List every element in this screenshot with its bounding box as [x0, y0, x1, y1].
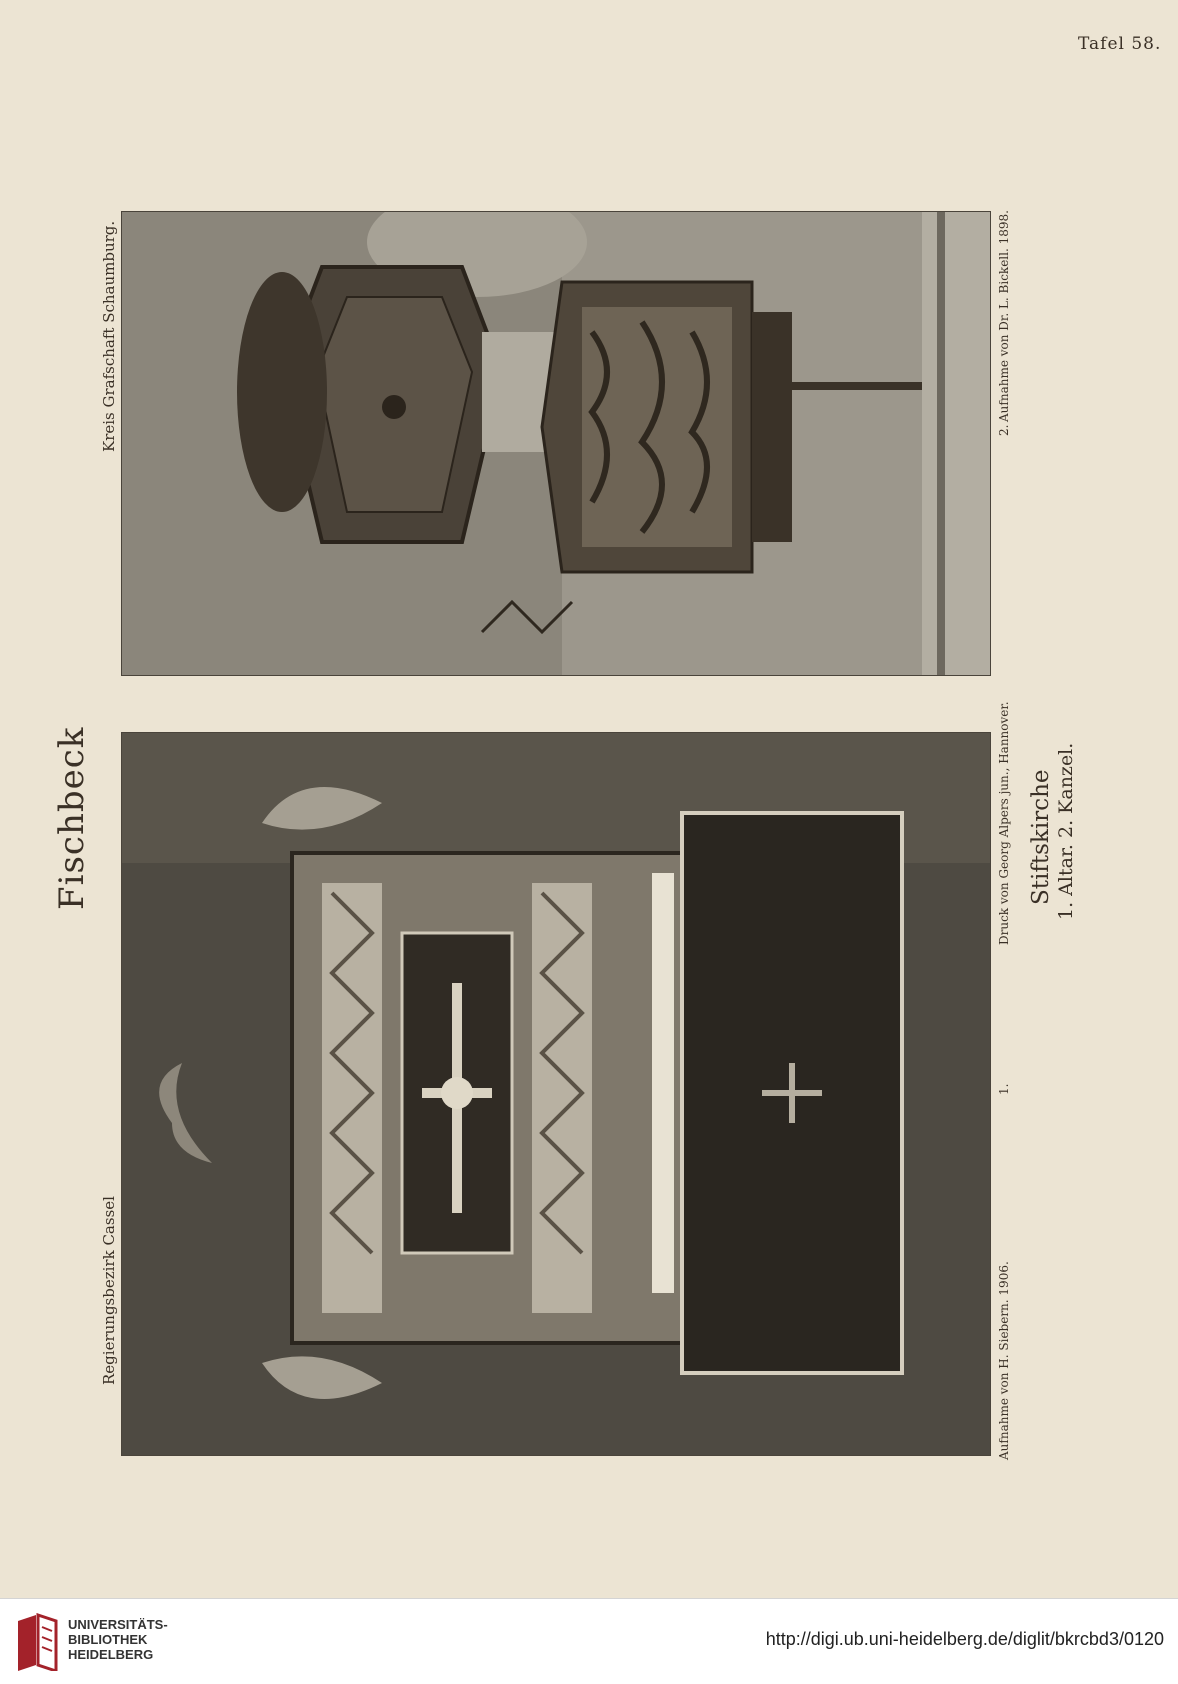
- print-credit: Druck von Georg Alpers jun., Hannover.: [997, 701, 1011, 945]
- fig1-credit: Aufnahme von H. Siebern. 1906.: [997, 1261, 1011, 1460]
- library-logo-icon: [14, 1613, 60, 1671]
- figure-1-altar-photo: [122, 733, 990, 1455]
- crown-carving: [237, 272, 327, 512]
- dove-ornament: [382, 395, 406, 419]
- region-right-label: Kreis Grafschaft Schaumburg.: [100, 220, 118, 452]
- pulpit-support-post: [792, 382, 922, 390]
- figure-2-pulpit-photo: [122, 212, 990, 675]
- altar-candle: [652, 873, 674, 1293]
- fig2-credit: Aufnahme von Dr. L. Bickell. 1898.: [997, 210, 1011, 422]
- fig2-number: 2.: [997, 424, 1011, 436]
- logo-line-1: UNIVERSITÄTS-: [68, 1617, 168, 1632]
- logo-line-2: BIBLIOTHEK: [68, 1632, 148, 1647]
- library-footer: [0, 1598, 1178, 1684]
- place-title: Fischbeck: [52, 726, 92, 910]
- figure-contents: 1. Altar. 2. Kanzel.: [1055, 742, 1077, 920]
- logo-text: [68, 1617, 168, 1662]
- church-name: Stiftskirche: [1028, 769, 1054, 905]
- photo-railing: [922, 212, 990, 675]
- right-twisted-column: [532, 883, 592, 1313]
- permalink-url[interactable]: http://digi.ub.uni-heidelberg.de/diglit/bkrcbd3/0120: [765, 1629, 1164, 1649]
- region-left-label: Regierungsbezirk Cassel: [100, 1196, 118, 1385]
- pulpit-photo-graphic: [122, 212, 990, 675]
- logo-line-3: HEIDELBERG: [68, 1647, 154, 1662]
- christ-figure: [441, 1077, 473, 1109]
- fig1-number: 1.: [997, 1083, 1011, 1095]
- railing-bar: [937, 212, 945, 675]
- altar-photo-graphic: [122, 733, 990, 1455]
- left-twisted-column: [322, 883, 382, 1313]
- pulpit-base: [752, 312, 792, 542]
- plate-number: Tafel 58.: [1078, 34, 1162, 54]
